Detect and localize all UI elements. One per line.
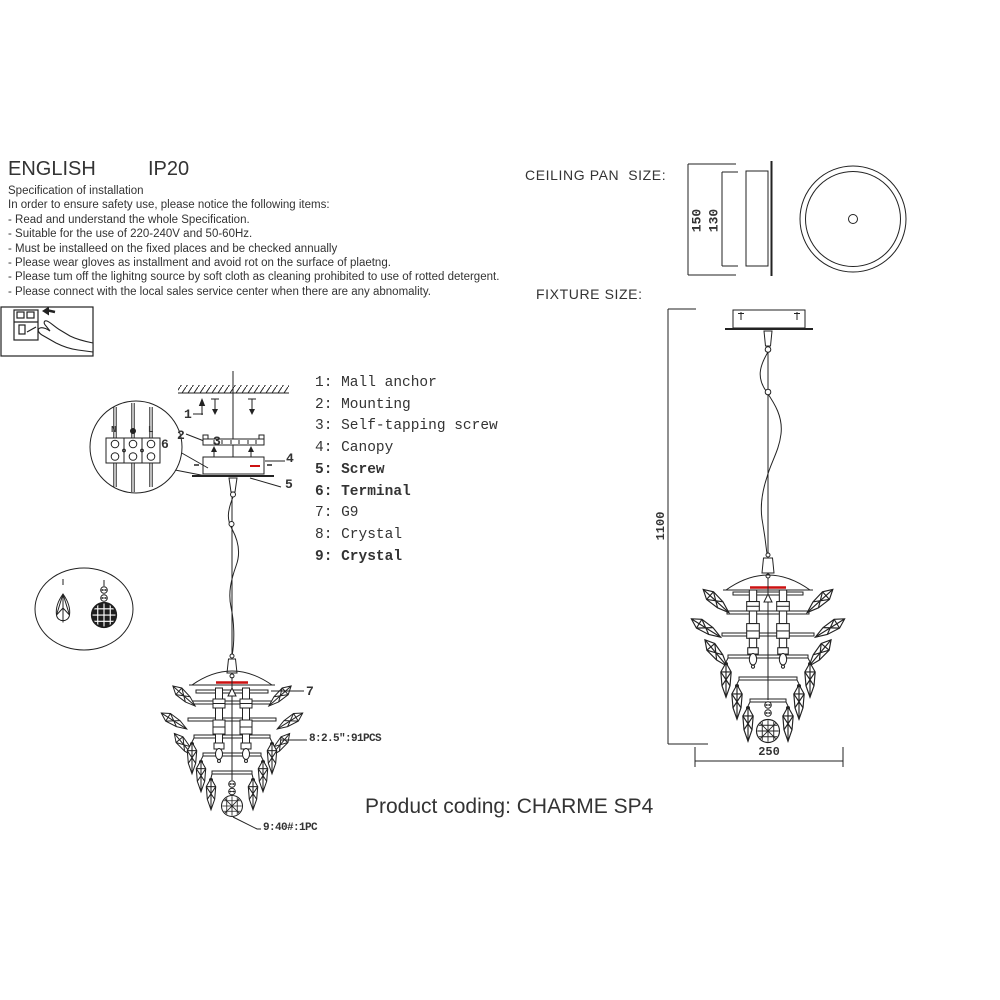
- cord-grip: [229, 478, 237, 497]
- crystal-ball: [757, 720, 780, 743]
- callout-ball-spec: 9:40#:1PC: [263, 822, 318, 834]
- language-heading: ENGLISH: [8, 158, 96, 180]
- callout-3: 3: [213, 434, 221, 449]
- g9-bulb-assembly: [240, 688, 252, 763]
- dim-1100: 1100: [654, 511, 668, 541]
- self-tapping-screw-icon: [211, 399, 219, 415]
- callout-crystal-spec: 8:2.5″:91PCS: [309, 733, 382, 745]
- parts-list: [315, 373, 498, 568]
- canopy-screw-icon: [248, 446, 254, 457]
- fixture-drawing: [668, 309, 847, 767]
- spec-item: - Please wear gloves as installment and avoid rot on the surface of plaetng.: [8, 257, 391, 270]
- spec-title: Specification of installation: [8, 185, 144, 197]
- fixture-size-label: FIXTURE SIZE:: [536, 286, 643, 302]
- dim-130: 130: [706, 208, 722, 233]
- self-tapping-screw-icon: [248, 399, 256, 415]
- fixture-canopy: [733, 310, 805, 328]
- ip-rating: IP20: [148, 158, 190, 180]
- suspension-cable: [228, 497, 238, 656]
- strain-relief: [764, 331, 772, 352]
- parts-item: 1: Mall anchor: [315, 375, 437, 391]
- parts-item: 2: Mounting: [315, 396, 411, 413]
- leader-9: [233, 817, 261, 829]
- power-off-pictogram: [1, 307, 93, 357]
- parts-item: 4: Canopy: [315, 440, 394, 457]
- teardrop-crystal-icon: [56, 579, 69, 623]
- parts-item: 7: G9: [315, 505, 359, 522]
- callout-1: 1: [184, 407, 192, 422]
- spec-block: [8, 184, 499, 299]
- suspension-cable: [760, 352, 781, 554]
- parts-item: 5: Screw: [315, 461, 385, 478]
- spec-item: - Suitable for the use of 220-240V and 50-60Hz.: [8, 228, 253, 241]
- parts-item: 8: Crystal: [315, 526, 403, 543]
- height-dimension: [668, 309, 708, 744]
- callout-2: 2: [177, 428, 185, 443]
- parts-item: 3: Self-tapping screw: [315, 418, 498, 435]
- leader-2: [186, 434, 204, 441]
- ground-symbol-icon: [130, 428, 136, 434]
- lamp-top-cone: [762, 558, 774, 573]
- product-coding: Product coding: CHARME SP4: [365, 795, 654, 818]
- detail-ellipse: [35, 568, 133, 650]
- parts-item: 9: Crystal: [315, 548, 403, 565]
- ball-crystal-icon: [92, 580, 117, 628]
- callout-7: 7: [306, 684, 314, 699]
- terminal-label-l: L: [148, 425, 154, 435]
- parts-item: 6: Terminal: [315, 483, 411, 500]
- callout-4: 4: [286, 451, 294, 466]
- ceiling-pan-size-label: CEILING PAN SIZE:: [525, 167, 667, 183]
- leader-5: [250, 478, 281, 487]
- spec-item: - Must be installeed on the fixed places and be checked annually: [8, 242, 338, 255]
- wall-anchor-arrow: [193, 398, 205, 415]
- spec-item: - Read and understand the whole Specification.: [8, 213, 250, 226]
- g9-bulb-assembly: [213, 688, 225, 763]
- terminal-block: [106, 438, 160, 463]
- switch-off-arrow-icon: [42, 307, 55, 316]
- crystal-ball: [222, 796, 243, 817]
- spec-intro: In order to ensure safety use, please notice the following items:: [8, 199, 330, 212]
- hand-icon: [38, 321, 93, 352]
- callout-6: 6: [161, 437, 169, 452]
- spec-item: - Please connect with the local sales service center when there are any abnomality.: [8, 285, 431, 298]
- circuit-breaker-icon: [14, 310, 38, 340]
- ceiling-pan-top-view: [800, 166, 906, 272]
- dim-250: 250: [758, 745, 780, 759]
- terminal-label-n: N: [111, 425, 117, 435]
- callout-5: 5: [285, 477, 293, 492]
- left-lamp-drawing: [159, 654, 307, 829]
- crystal-detail: [35, 568, 133, 650]
- dim-150: 150: [689, 208, 705, 233]
- spec-item: - Please tum off the lighitng source by soft cloth as cleaning prohibited to use of rotted detergent.: [8, 271, 500, 284]
